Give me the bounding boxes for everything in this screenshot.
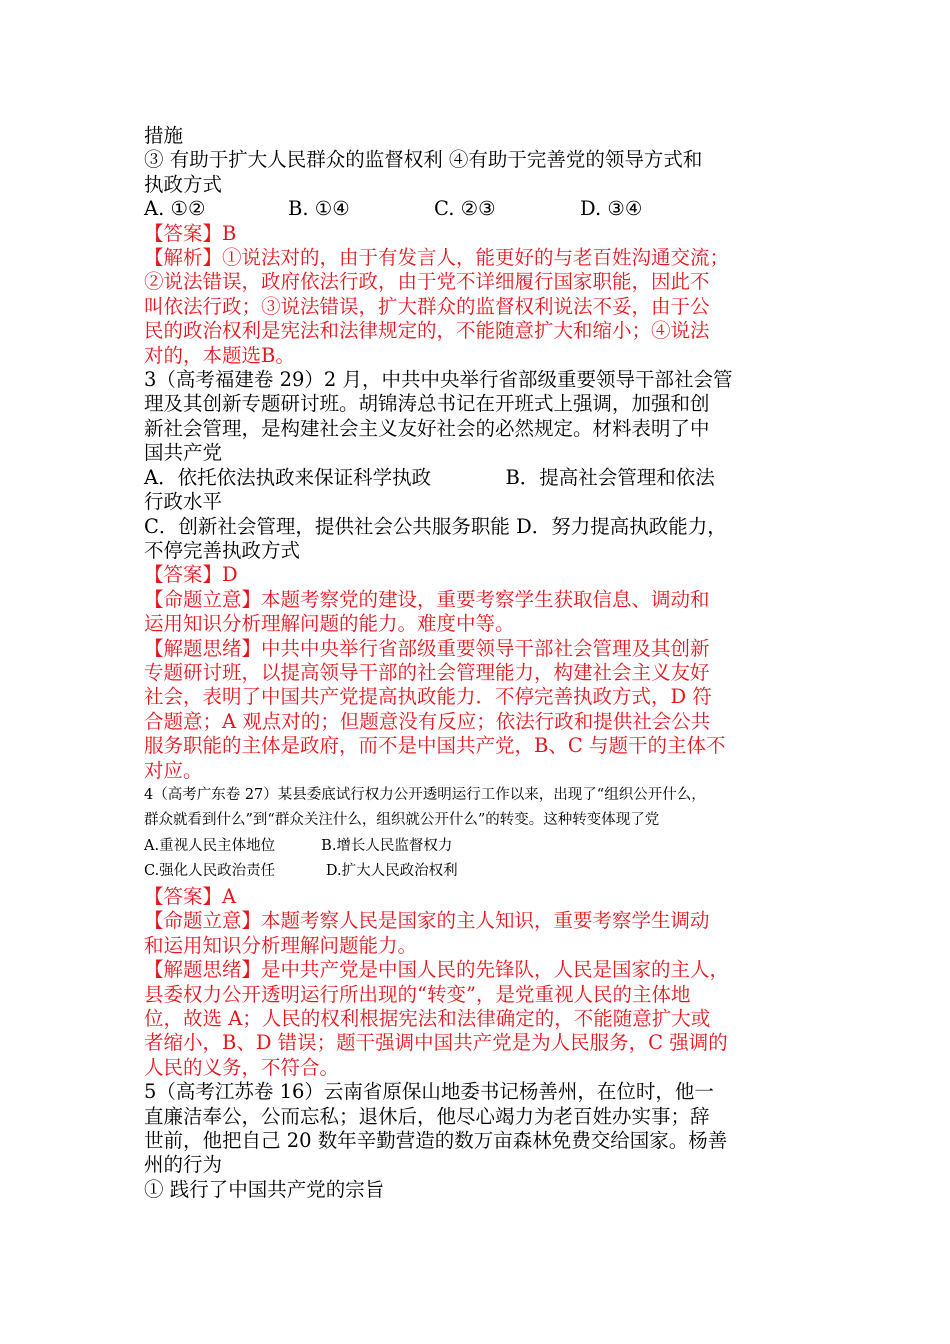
question-3-stem-line: 新社会管理，是构建社会主义友好社会的必然规定。材料表明了中	[144, 416, 710, 440]
question-3-stem-line: 3（高考福建卷 29）2 月，中共中央举行省部级重要领导干部社会管	[144, 368, 733, 392]
question-4-stem-line: 群众就看到什么”到“群众关注什么，组织就公开什么”的转变。这种转变体现了党	[144, 812, 660, 829]
choice-a: A. ①②	[144, 197, 206, 221]
question-3-option-line: C．创新社会管理，提供社会公共服务职能 D．努力提高执政能力，	[144, 514, 727, 538]
question-2-choices	[144, 197, 824, 221]
question-2-explanation-line: 民的政治权利是宪法和法律规定的，不能随意扩大和缩小；④说法	[144, 319, 710, 343]
question-2-answer: 【答案】B	[144, 221, 237, 245]
question-3-answer: 【答案】D	[144, 563, 238, 587]
question-2-option-line: 执政方式	[144, 172, 223, 196]
question-3-reasoning-line: 对应。	[144, 758, 203, 782]
question-4-answer: 【答案】A	[144, 884, 237, 908]
question-4-option-line: A.重视人民主体地位 B.增长人民监督权力	[144, 837, 453, 854]
question-2-explanation-line: 叫依法行政；③说法错误，扩大群众的监督权利说法不妥，由于公	[144, 294, 710, 318]
question-3-option-line: A．依托依法执政来保证科学执政 B．提高社会管理和依法	[144, 465, 715, 489]
choice-b: B. ①④	[288, 197, 350, 221]
question-3-stem-line: 理及其创新专题研讨班。胡锦涛总书记在开班式上强调，加强和创	[144, 392, 710, 416]
question-3-option-line: 行政水平	[144, 490, 223, 514]
question-4-reasoning-line: 位，故选 A；人民的权利根据宪法和法律确定的，不能随意扩大或	[144, 1007, 711, 1030]
question-5-stem-line: 世前，他把自己 20 数年辛勤营造的数万亩森林免费交给国家。杨善	[144, 1129, 728, 1153]
question-3-reasoning-line: 专题研讨班，以提高领导干部的社会管理能力，构建社会主义友好	[144, 660, 710, 684]
question-2-explanation-line: ②说法错误，政府依法行政，由于党不详细履行国家职能，因此不	[144, 270, 710, 294]
question-3-intent-line: 运用知识分析理解问题的能力。难度中等。	[144, 612, 515, 636]
question-3-reasoning-line: 服务职能的主体是政府，而不是中国共产党，B、C 与题干的主体不	[144, 734, 726, 758]
choice-d: D. ③④	[580, 197, 643, 221]
question-4-option-line: C.强化人民政治责任 D.扩大人民政治权利	[144, 863, 458, 880]
question-3-reasoning-line: 社会，表明了中国共产党提高执政能力．不停完善执政方式，D 符	[144, 685, 712, 709]
document-content	[144, 124, 824, 1202]
question-4-stem-line: 4（高考广东卷 27）某县委底试行权力公开透明运行工作以来，出现了“组织公开什么，	[144, 786, 706, 803]
question-5-stem-line: 直廉洁奉公，公而忘私；退休后，他尽心竭力为老百姓办实事；辞	[144, 1104, 710, 1128]
question-3-stem-line: 国共产党	[144, 441, 223, 465]
question-3-intent-line: 【命题立意】本题考察党的建设，重要考察学生获取信息、调动和	[144, 587, 710, 611]
question-4-reasoning-line: 【解题思绪】是中共产党是中国人民的先锋队，人民是国家的主人，	[144, 958, 730, 982]
question-4-reasoning-line: 者缩小，B、D 错误；题干强调中国共产党是为人民服务，C 强调的	[144, 1031, 728, 1055]
question-4-reasoning-line: 县委权力公开透明运行所出现的“转变”，是党重视人民的主体地	[144, 982, 691, 1006]
question-4-intent-line: 【命题立意】本题考察人民是国家的主人知识，重要考察学生调动	[144, 909, 710, 933]
question-3-option-line: 不停完善执政方式	[144, 538, 301, 562]
question-3-reasoning-line: 【解题思绪】中共中央举行省部级重要领导干部社会管理及其创新	[144, 636, 710, 660]
question-2-explanation-line: 对的，本题选B。	[144, 343, 295, 367]
question-2-explanation-line: 【解析】①说法对的，由于有发言人，能更好的与老百姓沟通交流；	[144, 246, 730, 270]
question-2-stem-end: 措施	[144, 124, 184, 147]
question-5-stem-line: 州的行为	[144, 1153, 223, 1177]
question-5-stem-line: 5（高考江苏卷 16）云南省原保山地委书记杨善州，在位时，他一	[144, 1080, 714, 1104]
question-4-reasoning-line: 人民的义务，不符合。	[144, 1055, 340, 1079]
choice-c: C. ②③	[434, 197, 496, 221]
question-4-intent-line: 和运用知识分析理解问题能力。	[144, 933, 418, 957]
question-2-option-line: ③ 有助于扩大人民群众的监督权利 ④有助于完善党的领导方式和	[144, 148, 703, 172]
question-5-option-line: ① 践行了中国共产党的宗旨	[144, 1177, 385, 1201]
question-3-reasoning-line: 合题意；A 观点对的；但题意没有反应；依法行政和提供社会公共	[144, 709, 711, 733]
